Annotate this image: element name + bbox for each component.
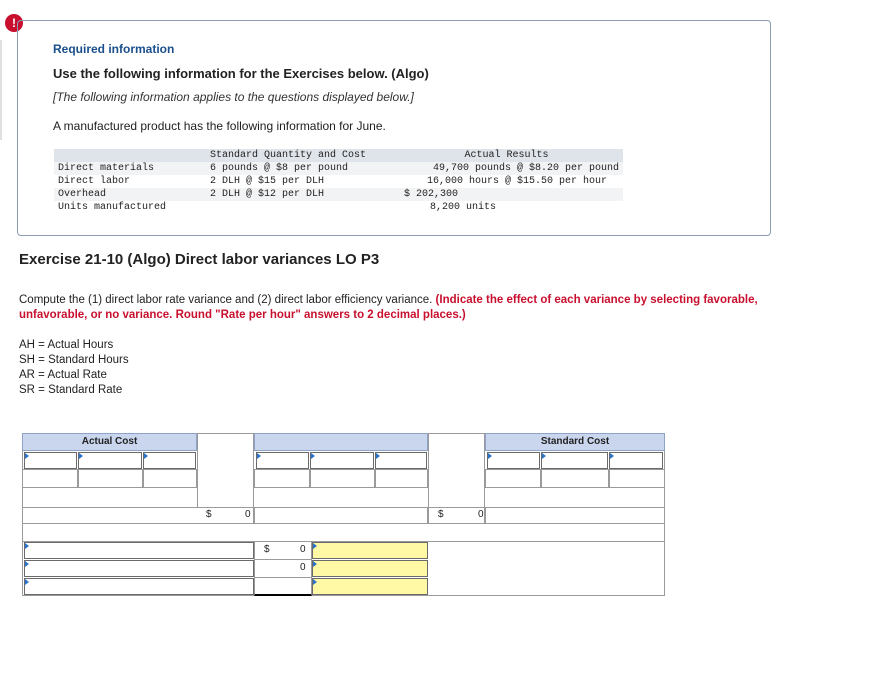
table-row: [54, 175, 623, 188]
operator-select[interactable]: [310, 452, 374, 469]
value-cell[interactable]: [143, 469, 197, 488]
abbreviation-legend: [19, 338, 129, 398]
currency-symbol: $: [206, 509, 212, 520]
table-row: [54, 188, 623, 201]
sr-input[interactable]: [609, 452, 663, 469]
sh-input[interactable]: [487, 452, 540, 469]
currency-symbol: $: [264, 544, 270, 555]
legend-item: SR = Standard Rate: [19, 384, 123, 396]
variance-worksheet: [22, 433, 665, 596]
operator-select[interactable]: [541, 452, 608, 469]
table-cell: $ 202,300: [390, 188, 623, 201]
table-header-cell: [54, 149, 206, 162]
currency-symbol: $: [438, 509, 444, 520]
rate-variance-value: 0: [300, 544, 306, 555]
table-cell: Direct labor: [54, 175, 206, 188]
total-row: [428, 507, 485, 524]
sr-input[interactable]: [375, 452, 427, 469]
table-cell: [206, 201, 390, 214]
total-row: [254, 507, 428, 524]
operator-select[interactable]: [78, 452, 142, 469]
value-cell[interactable]: [541, 469, 609, 488]
rate-variance-effect-select[interactable]: [312, 542, 428, 559]
value-cell[interactable]: [485, 469, 541, 488]
standard-cost-header: Standard Cost: [485, 433, 665, 451]
total-row: [22, 507, 254, 524]
spacer-row: [22, 524, 665, 542]
total-variance-amount-cell: [254, 577, 312, 596]
value-cell[interactable]: [78, 469, 143, 488]
table-header-cell: Actual Results: [390, 149, 623, 162]
blank-column: [197, 433, 254, 508]
value-cell[interactable]: [254, 469, 310, 488]
legend-item: SH = Standard Hours: [19, 354, 129, 366]
actual-cost-total: 0: [245, 509, 251, 520]
standard-cost-total: 0: [478, 509, 484, 520]
total-variance-label-input[interactable]: [24, 578, 254, 595]
value-cell[interactable]: [22, 469, 78, 488]
blank-column: [428, 433, 485, 508]
total-row: [485, 507, 665, 524]
required-information-label: Required information: [53, 42, 175, 56]
ah-input[interactable]: [256, 452, 309, 469]
standard-vs-actual-table: [54, 149, 623, 214]
table-cell: 49,700 pounds @ $8.20 per pound: [390, 162, 623, 175]
exercise-title: Exercise 21-10 (Algo) Direct labor variances LO P3: [19, 251, 380, 268]
applies-note: [The following information applies to the questions displayed below.]: [53, 90, 414, 104]
table-cell: 8,200 units: [390, 201, 623, 214]
ar-input[interactable]: [143, 452, 196, 469]
table-cell: 16,000 hours @ $15.50 per hour: [390, 175, 623, 188]
table-row: [54, 162, 623, 175]
table-header-row: [54, 149, 623, 162]
exercise-instructions: [19, 293, 769, 323]
value-cell[interactable]: [609, 469, 665, 488]
actual-cost-header: Actual Cost: [22, 433, 197, 451]
value-cell[interactable]: [375, 469, 428, 488]
table-cell: Direct materials: [54, 162, 206, 175]
total-variance-effect-select[interactable]: [312, 578, 428, 595]
ah-input[interactable]: [24, 452, 77, 469]
middle-header: [254, 433, 428, 451]
legend-item: AR = Actual Rate: [19, 369, 107, 381]
intro-text: A manufactured product has the following information for June.: [53, 119, 386, 133]
value-cell[interactable]: [310, 469, 375, 488]
use-info-heading: Use the following information for the Exercises below. (Algo): [53, 66, 429, 81]
rate-variance-label-input[interactable]: [24, 542, 254, 559]
instruction-text: Compute the (1) direct labor rate variance and (2) direct labor efficiency variance.: [19, 294, 436, 306]
table-cell: 2 DLH @ $12 per DLH: [206, 188, 390, 201]
legend-item: AH = Actual Hours: [19, 339, 114, 351]
alert-icon: !: [5, 14, 23, 32]
table-row: [54, 201, 623, 214]
required-information-panel: [17, 20, 771, 236]
efficiency-variance-value: 0: [300, 562, 306, 573]
left-divider: [0, 40, 2, 140]
table-cell: 2 DLH @ $15 per DLH: [206, 175, 390, 188]
efficiency-variance-effect-select[interactable]: [312, 560, 428, 577]
table-cell: Overhead: [54, 188, 206, 201]
instruction-note: (Indicate the effect of each variance by selecting favorable, unfavorable, or no variance. Round "Rate per hour" answers to 2 decimal places.): [19, 294, 758, 321]
efficiency-variance-label-input[interactable]: [24, 560, 254, 577]
table-header-cell: Standard Quantity and Cost: [206, 149, 390, 162]
table-cell: Units manufactured: [54, 201, 206, 214]
table-cell: 6 pounds @ $8 per pound: [206, 162, 390, 175]
